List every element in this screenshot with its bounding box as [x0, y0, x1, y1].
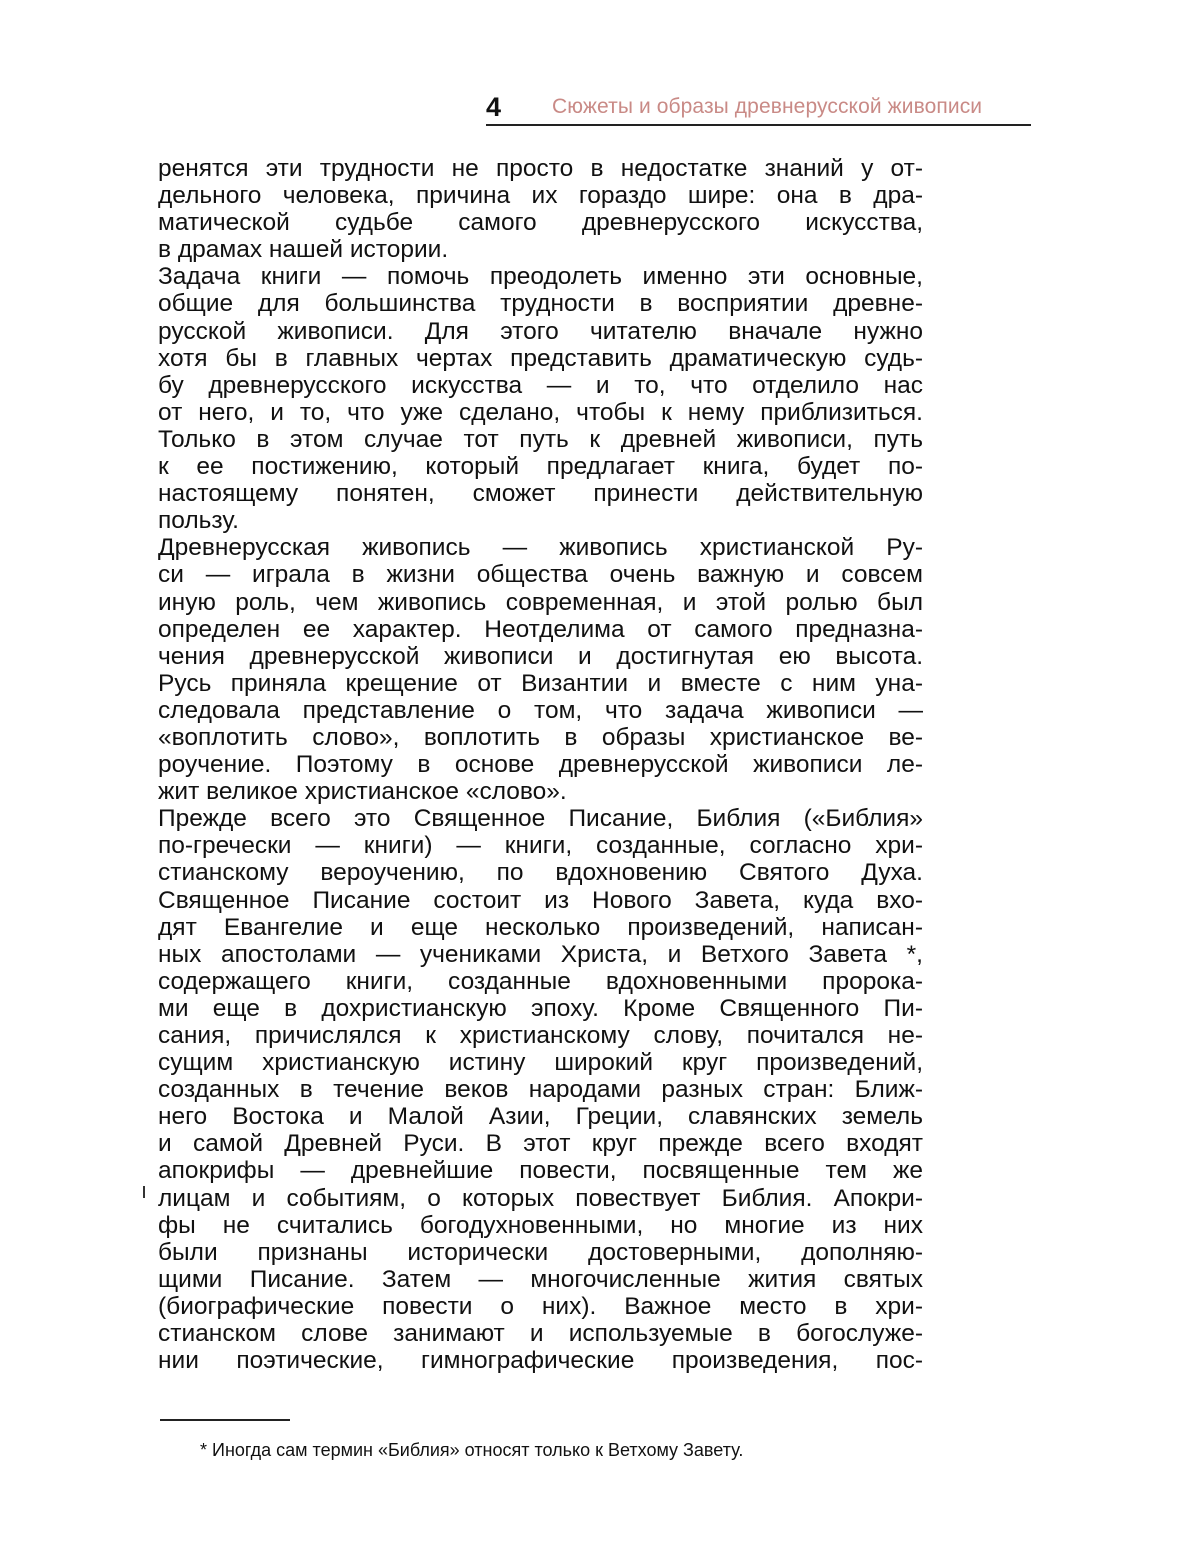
text-line: него Востока и Малой Азии, Греции, славянских земель: [158, 1103, 923, 1130]
text-line: жит великое христианское «слово».: [158, 778, 923, 805]
text-line: стианскому вероучению, по вдохновению Святого Духа.: [158, 859, 923, 886]
text-line: матической судьбе самого древнерусского искусства,: [158, 209, 923, 236]
text-line: и самой Древней Руси. В этот круг прежде всего входят: [158, 1130, 923, 1157]
text-line: Только в этом случае тот путь к древней живописи, путь: [158, 426, 923, 453]
text-line: Священное Писание состоит из Нового Завета, куда вхо-: [158, 887, 923, 914]
text-line: щими Писание. Затем — многочисленные жития святых: [158, 1266, 923, 1293]
text-line: к ее постижению, который предлагает книга, будет по-: [158, 453, 923, 480]
body-text: [158, 155, 923, 1374]
text-line: по-гречески — книги) — книги, созданные, согласно хри-: [158, 832, 923, 859]
text-line: бу древнерусского искусства — и то, что отделило нас: [158, 372, 923, 399]
text-line: дельного человека, причина их гораздо шире: она в дра-: [158, 182, 923, 209]
text-line: определен ее характер. Неотделима от самого предназна-: [158, 616, 923, 643]
text-line: ренятся эти трудности не просто в недостатке знаний у от-: [158, 155, 923, 182]
text-line: следовала представление о том, что задача живописи —: [158, 697, 923, 724]
text-line: Прежде всего это Священное Писание, Библия («Библия»: [158, 805, 923, 832]
text-line: нии поэтические, гимнографические произведения, пос-: [158, 1347, 923, 1374]
text-line: (биографические повести о них). Важное место в хри-: [158, 1293, 923, 1320]
text-line: чения древнерусской живописи и достигнутая ею высота.: [158, 643, 923, 670]
page-header: [486, 88, 1031, 128]
footnote-rule: [160, 1419, 290, 1421]
text-line: созданных в течение веков народами разных стран: Ближ-: [158, 1076, 923, 1103]
text-line: ми еще в дохристианскую эпоху. Кроме Священного Пи-: [158, 995, 923, 1022]
text-line: содержащего книги, созданные вдохновенными пророка-: [158, 968, 923, 995]
header-rule: [486, 124, 1031, 126]
text-line: русской живописи. Для этого читателю вначале нужно: [158, 318, 923, 345]
text-line: сания, причислялся к христианскому слову, почитался не-: [158, 1022, 923, 1049]
text-line: фы не считались богодухновенными, но многие из них: [158, 1212, 923, 1239]
footnote: * Иногда сам термин «Библия» относят только к Ветхому Завету.: [200, 1439, 743, 1461]
text-line: Русь приняла крещение от Византии и вместе с ним уна-: [158, 670, 923, 697]
text-line: дят Евангелие и еще несколько произведений, написан-: [158, 914, 923, 941]
margin-mark: [143, 1186, 145, 1198]
text-line: сущим христианскую истину широкий круг произведений,: [158, 1049, 923, 1076]
text-line: Задача книги — помочь преодолеть именно эти основные,: [158, 263, 923, 290]
text-line: настоящему понятен, сможет принести действительную: [158, 480, 923, 507]
text-line: «воплотить слово», воплотить в образы христианское ве-: [158, 724, 923, 751]
text-line: в драмах нашей истории.: [158, 236, 923, 263]
text-line: от него, и то, что уже сделано, чтобы к нему приблизиться.: [158, 399, 923, 426]
text-line: иную роль, чем живопись современная, и этой ролью был: [158, 589, 923, 616]
text-line: Древнерусская живопись — живопись христианской Ру-: [158, 534, 923, 561]
text-line: си — играла в жизни общества очень важную и совсем: [158, 561, 923, 588]
text-line: ных апостолами — учениками Христа, и Ветхого Завета *,: [158, 941, 923, 968]
text-line: были признаны исторически достоверными, дополняю-: [158, 1239, 923, 1266]
text-line: роучение. Поэтому в основе древнерусской живописи ле-: [158, 751, 923, 778]
page-number: 4: [486, 92, 501, 122]
text-line: хотя бы в главных чертах представить драматическую судь-: [158, 345, 923, 372]
running-title: Сюжеты и образы древнерусской живописи: [552, 94, 982, 120]
text-line: общие для большинства трудности в восприятии древне-: [158, 290, 923, 317]
text-line: апокрифы — древнейшие повести, посвященные тем же: [158, 1157, 923, 1184]
text-line: пользу.: [158, 507, 923, 534]
text-line: лицам и событиям, о которых повествует Библия. Апокри-: [158, 1185, 923, 1212]
text-line: стианском слове занимают и используемые в богослуже-: [158, 1320, 923, 1347]
